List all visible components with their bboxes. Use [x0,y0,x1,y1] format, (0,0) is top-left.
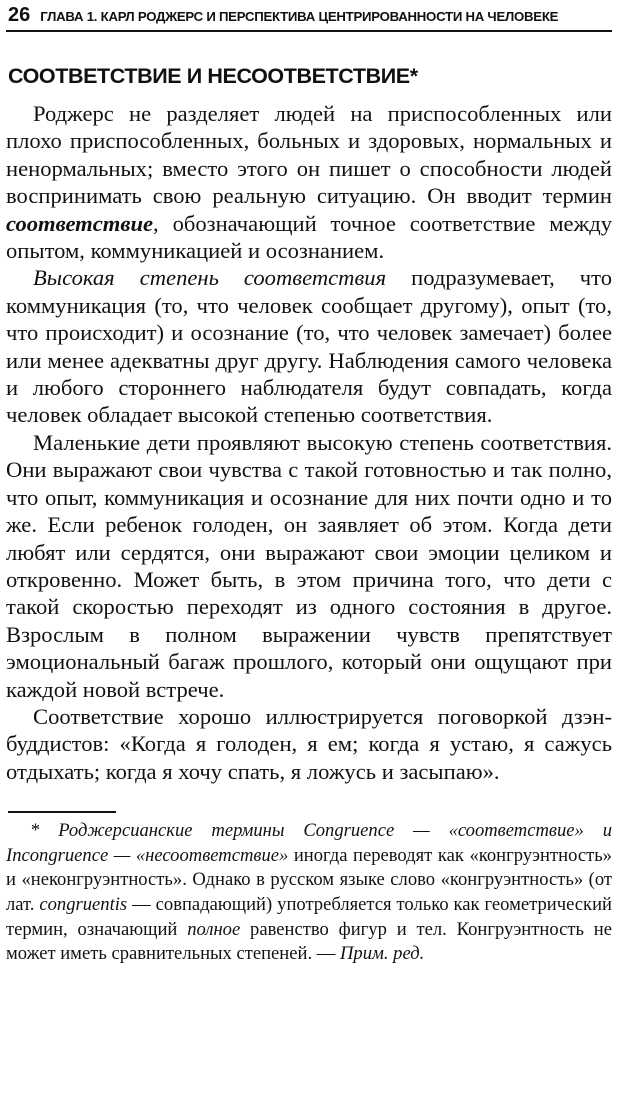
section-title: СООТВЕТСТВИЕ И НЕСООТВЕТСТВИЕ* [8,64,418,88]
footnote-editor-note: Прим. ред. [340,943,425,965]
footnote [6,819,612,967]
paragraph-4: Соответствие хорошо иллюстрируется поговоркой дзэн-буддистов: «Когда я голоден, я ем; когда я устаю, я сажусь отдыхать; когда я хочу спать, я ложусь и засыпаю». [6,703,612,784]
footnote-text-6: равенство фигур и тел. Конгруэнтность не может иметь сравнительных степеней. — [6,918,612,965]
body-text [6,100,612,785]
footnote-text-1: * Роджерсианские термины Congruence — «соответствие» и Incongruence — «несоответствие» [6,820,612,866]
paragraph-1-text-a: Роджерс не разделяет людей на приспособленных или плохо приспособленных, больных и здоровых, нормальных и ненормальных; вместо этого он пишет о способности людей воспринимать свою реальную ситуацию. Он вводит термин [6,101,612,209]
paragraph-1 [6,100,612,264]
footnote-latin-term: congruentis [39,893,128,915]
footnote-text-4: — совпадающий) употребляется только как геометрический термин, означающий [6,893,612,940]
term-congruence: соответствие [6,210,154,236]
running-header [6,0,612,32]
footnote-divider [8,811,116,813]
paragraph-2 [6,264,612,428]
footnote-emphasis: полное [187,918,241,940]
paragraph-3: Маленькие дети проявляют высокую степень соответствия. Они выражают свои чувства с такой готовностью и так полно, что опыт, коммуникация и осознание для них почти одно и то же. Если ребенок голоден, он заявляет об этом. Когда дети любят или сердятся, они выражают свои эмоции целиком и откровенно. Может быть, в этом причина того, что дети с такой скоростью переходят из одного состояния в другое. Взрослым в полном выражении чувств препятствует эмоциональный багаж прошлого, который они ощущают при каждой новой встрече. [6,429,612,702]
footnote-text-2: иногда переводят как «конгруэнтность» и «неконгруэнтность». Однако в русском языке слово «конгруэнтность» (от лат. [6,844,612,915]
term-high-congruence: Высокая степень соответствия [33,265,387,291]
paragraph-2-text: подразумевает, что коммуникация (то, что человек сообщает другому), опыт (то, что происходит) и осознание (то, что человек замечает) более или менее адекватны друг другу. Наблюдения самого человека и любого стороннего наблюдателя будут совпадать, когда человек обладает высокой степенью соответствия. [6,265,612,428]
page-number: 26 [8,4,31,26]
paragraph-1-text-b: , обозначающий точное соответствие между опытом, коммуникацией и осознанием. [6,210,612,264]
running-title: ГЛАВА 1. КАРЛ РОДЖЕРС И ПЕРСПЕКТИВА ЦЕНТРИРОВАННОСТИ НА ЧЕЛОВЕКЕ [40,9,559,24]
